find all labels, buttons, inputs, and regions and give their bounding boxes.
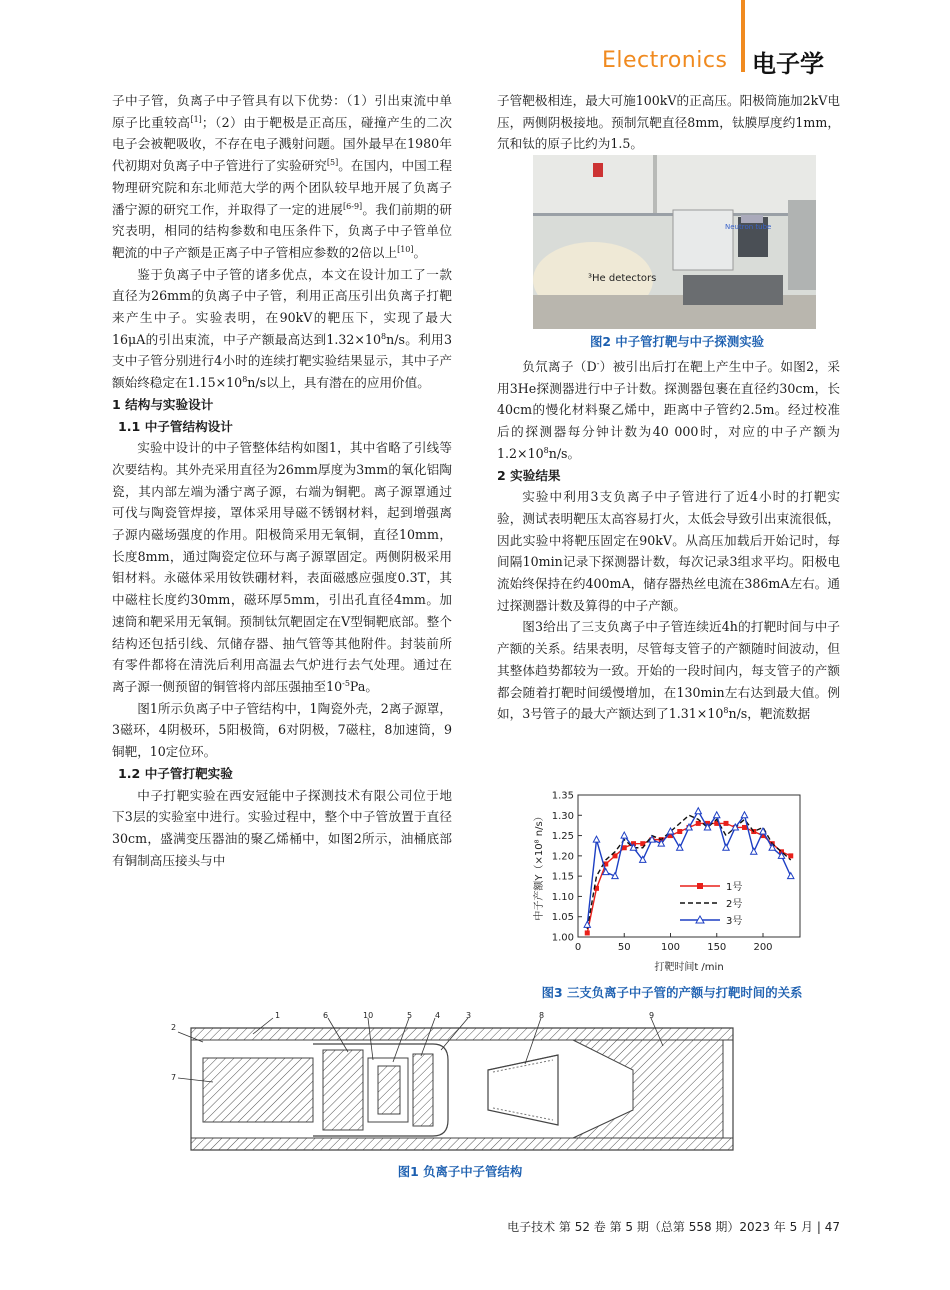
x-tick-label: 200 — [753, 942, 773, 953]
paragraph: 子管靶极相连，最大可施100kV的正高压。阳极筒施加2kV电压，两侧阴极接地。预制氘靶直径8mm，钛膜厚度约1mm，氘和钛的原子比约为1.5。 — [497, 93, 840, 152]
tube-label: Neutron tube — [725, 223, 772, 231]
y-tick-label: 1.35 — [551, 790, 574, 802]
paragraph: 子中子管，负离子中子管具有以下优势：（1）引出束流中单原子比重较高[1]；（2）由于靶极是正高压，碰撞产生的二次电子会被靶吸收，不存在电子溅射问题。国外最早在1980年代初期对负离子中子管进行了实验研究[5]。在国内，中国工程物理研究院和东北师范大学的两个团队较早地开展了负离子潘宁源的研究工作，并取得了一定的进展[6-9]。我们前期的研究表明，相同的结构参数和电压条件下，负离子中子管单位靶流的中子产额是正离子中子管相应参数的2倍以上[10]。 — [112, 93, 453, 260]
y-tick-label: 1.20 — [551, 851, 574, 863]
data-point — [714, 812, 720, 818]
figure1-caption: 图1 负离子中子管结构 — [397, 1164, 523, 1179]
x-tick-label: 0 — [574, 942, 582, 953]
x-axis-label: 打靶时间t /min — [654, 962, 724, 973]
paragraph: 实验中利用3支负离子中子管进行了近4小时的打靶实验，测试表明靶压太高容易打火，太低会导致引出束流很低，因此实验中将靶压固定在90kV。从高压加载后开始记时，每间隔10min记录下探测器计数，每次记录3组求平均。阳极电流始终保持在约400mA，储存器热丝电流在386mA左右。通过探测器计数及算得的中子产额。 — [497, 489, 840, 613]
y-tick-label: 1.05 — [551, 912, 574, 924]
right-column-top — [497, 90, 840, 155]
legend-label: 2号 — [726, 899, 743, 910]
x-tick-label: 100 — [660, 942, 681, 953]
header-section-cn: 电子学 — [752, 50, 824, 78]
legend-label: 3号 — [726, 916, 743, 927]
figure2-caption: 图2 中子管打靶与中子探测实验 — [589, 334, 764, 349]
data-point — [751, 848, 757, 854]
paragraph: 中子打靶实验在西安冠能中子探测技术有限公司位于地下3层的实验室中进行。实验过程中，整个中子管放置于直径30cm，盛满变压器油的聚乙烯桶中，如图2所示，油桶底部有铜制高压接头与中 — [112, 787, 452, 868]
y-tick-label: 1.25 — [551, 831, 574, 843]
data-point — [585, 930, 590, 935]
data-point — [677, 829, 682, 834]
detector-label: ³He detectors — [588, 273, 657, 284]
page-footer: 电子技术 第 52 卷 第 5 期（总第 558 期）2023 年 5 月 | 47 — [507, 1220, 840, 1234]
legend-marker — [697, 883, 703, 889]
y-tick-label: 1.30 — [551, 810, 574, 822]
paragraph: 实验中设计的中子管整体结构如图1，其中省略了引线等次要结构。其外壳采用直径为26mm厚度为3mm的氧化铝陶瓷，其内部左端为潘宁离子源，右端为铜靶。离子源罩通过可伐与陶瓷管焊接，罩体采用导磁不锈钢材料，起到增强离子源内磁场强度的作用。阳极筒采用无氧铜，直径10mm，长度8mm，通过陶瓷定位环与离子源罩固定。两侧阴极采用钼材料。永磁体采用钕铁硼材料，表面磁感应强度0.3T，其中磁柱长度约30mm，磁环厚5mm，引出孔直径4mm。加速筒和靶采用无氧铜。预制钛氘靶固定在V型铜靶底部。整个结构还包括引线、氘储存器、抽气管等其他附件。封装前所有零件都将在清洗后利用高温去气炉进行去气处理。通过在离子源一侧预留的铜管将内部压强抽至$10^{-5}Pa$。 — [112, 440, 452, 694]
fig1-label-9: 9 — [649, 1011, 655, 1020]
figure1-diagram — [163, 1010, 753, 1160]
fig1-label-1: 1 — [275, 1011, 281, 1020]
legend-label: 1号 — [726, 882, 743, 893]
x-tick-label: 50 — [617, 942, 631, 953]
fig1-label-8: 8 — [539, 1011, 545, 1020]
y-tick-label: 1.00 — [551, 932, 574, 944]
paragraph: 负氘离子（D-）被引出后打在靶上产生中子。如图2，采用3He探测器进行中子计数。探测器包裹在直径约30cm，长40cm的慢化材料聚乙烯中，距离中子管约2.5m。经过校准后的探测器每分钟计数为40 000时，对应的中子产额为$1.2\times 10^8n/s$。 — [497, 358, 840, 461]
paragraph: 图1所示负离子中子管结构中，1陶瓷外壳，2离子源罩，3磁环，4阴极环，5阳极筒，6对阴极，7磁柱，8加速筒，9铜靶，10定位环。 — [112, 700, 452, 760]
section-heading: 2 实验结果 — [497, 467, 561, 483]
paragraph: 鉴于负离子中子管的诸多优点，本文在设计加工了一款直径为26mm的负离子中子管，利用正高压引出负离子打靶来产生中子。实验表明，在90kV的靶压下，实现了最大16μA的引出束流，中子产额最高达到$1.32\times 10^8n/s$。利用3支中子管分别进行4小时的连续打靶实验结果显示，其中子产额始终稳定在$1.15\times 10^8n/s$以上，具有潜在的应用价值。 — [112, 266, 452, 391]
figure3-chart — [510, 783, 830, 983]
data-point — [788, 873, 794, 879]
data-point — [695, 808, 701, 814]
header-accent-bar — [741, 0, 745, 72]
subsection-heading: 1.2 中子管打靶实验 — [118, 765, 233, 781]
plot-frame — [578, 795, 800, 937]
data-point — [593, 836, 599, 842]
y-tick-label: 1.15 — [551, 871, 574, 883]
data-point — [741, 812, 747, 818]
y-tick-label: 1.10 — [551, 891, 574, 903]
figure3-caption: 图3 三支负离子中子管的产额与打靶时间的关系 — [541, 985, 803, 1000]
fig1-label-4: 4 — [435, 1011, 441, 1020]
fig1-label-6: 6 — [323, 1011, 329, 1020]
figure2-photo — [533, 155, 816, 329]
data-point — [621, 832, 627, 838]
section-heading: 1 结构与实验设计 — [112, 396, 214, 412]
data-point — [742, 825, 747, 830]
left-column — [112, 90, 452, 871]
data-point — [788, 853, 793, 858]
fig1-label-3: 3 — [466, 1011, 472, 1020]
fig1-label-2: 2 — [171, 1023, 177, 1032]
header-section-en: Electronics — [602, 48, 728, 73]
data-point — [723, 844, 729, 850]
data-point — [724, 821, 729, 826]
fig1-label-10: 10 — [363, 1011, 374, 1020]
right-column-body — [497, 356, 840, 725]
y-axis-label: 中子产额Y（×10⁸ n/s） — [534, 811, 545, 921]
x-tick-label: 150 — [707, 942, 727, 953]
paragraph: 图3给出了三支负离子中子管连续近4h的打靶时间与中子产额的关系。结果表明，尽管每支管子的产额随时间波动，但其整体趋势都较为一致。开始的一段时间内，每支管子的产额都会随着打靶时间缓慢增加，在130min左右达到最大值。例如，3号管子的最大产额达到了$1.31\times 10^8n/s$，靶流数据 — [497, 619, 840, 722]
subsection-heading: 1.1 中子管结构设计 — [118, 418, 233, 434]
fig1-label-5: 5 — [407, 1011, 413, 1020]
fig1-label-7: 7 — [171, 1073, 177, 1082]
